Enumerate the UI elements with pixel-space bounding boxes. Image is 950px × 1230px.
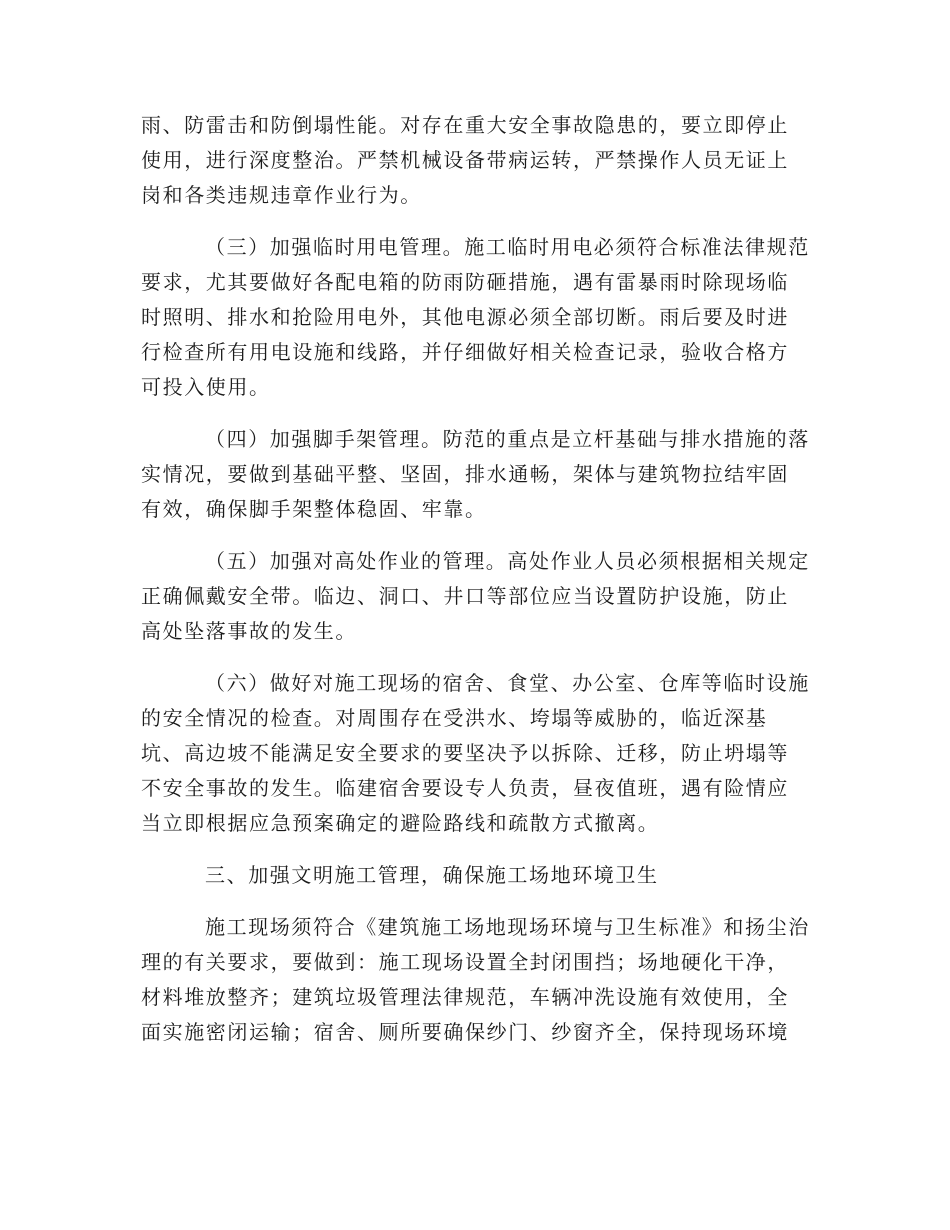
text-line: 岗和各类违规违章作业行为。 [141, 183, 422, 207]
paragraph-temporary-facilities [141, 666, 810, 841]
text-line: 材料堆放整齐；建筑垃圾管理法律规范，车辆冲洗设施有效使用，全 [141, 985, 789, 1009]
text-line: 坑、高边坡不能满足安全要求的要坚决予以拆除、迁移，防止坍塌等 [141, 741, 789, 765]
text-line: 有效，确保脚手架整体稳固、牢靠。 [141, 497, 487, 521]
text-line: 正确佩戴安全带。临边、洞口、井口等部位应当设置防护设施，防止 [141, 584, 789, 608]
text-line: 使用，进行深度整治。严禁机械设备带病运转，严禁操作人员无证上 [141, 148, 789, 172]
section-heading-text: 三、加强文明施工管理，确保施工场地环境卫生 [205, 863, 659, 887]
text-line: 要求，尤其要做好各配电箱的防雨防砸措施，遇有雷暴雨时除现场临 [141, 270, 789, 294]
text-line: （六）做好对施工现场的宿舍、食堂、办公室、仓库等临时设施 [205, 671, 810, 695]
text-line: 实情况，要做到基础平整、坚固，排水通畅，架体与建筑物拉结牢固 [141, 462, 789, 486]
paragraph-scaffolding [141, 422, 810, 527]
text-line: 高处坠落事故的发生。 [141, 619, 357, 643]
text-line: 的安全情况的检查。对周围存在受洪水、垮塌等威胁的，临近深基 [141, 706, 768, 730]
text-line: 施工现场须符合《建筑施工场地现场环境与卫生标准》和扬尘治 [205, 915, 810, 939]
paragraph-continuation [141, 108, 801, 213]
text-line: 不安全事故的发生。临建宿舍要设专人负责，昼夜值班，遇有险情应 [141, 776, 789, 800]
text-line: 雨、防雷击和防倒塌性能。对存在重大安全事故隐患的，要立即停止 [141, 113, 789, 137]
section-heading [141, 858, 801, 893]
text-line: （五）加强对高处作业的管理。高处作业人员必须根据相关规定 [205, 549, 810, 573]
paragraph-site-environment [141, 910, 810, 1050]
text-line: 行检查所有用电设施和线路，并仔细做好相关检查记录，验收合格方 [141, 340, 789, 364]
text-line: 时照明、排水和抢险用电外，其他电源必须全部切断。雨后要及时进 [141, 305, 789, 329]
text-line: 面实施密闭运输；宿舍、厕所要确保纱门、纱窗齐全，保持现场环境 [141, 1020, 789, 1044]
text-line: 当立即根据应急预案确定的避险路线和疏散方式撤离。 [141, 811, 660, 835]
text-line: （四）加强脚手架管理。防范的重点是立杆基础与排水措施的落 [205, 427, 810, 451]
text-line: 可投入使用。 [141, 375, 271, 399]
document-body [141, 108, 810, 1067]
text-line: （三）加强临时用电管理。施工临时用电必须符合标准法律规范 [205, 235, 810, 259]
paragraph-temporary-electricity [141, 230, 810, 405]
paragraph-work-at-height [141, 544, 810, 649]
text-line: 理的有关要求，要做到：施工现场设置全封闭围挡；场地硬化干净， [141, 950, 789, 974]
